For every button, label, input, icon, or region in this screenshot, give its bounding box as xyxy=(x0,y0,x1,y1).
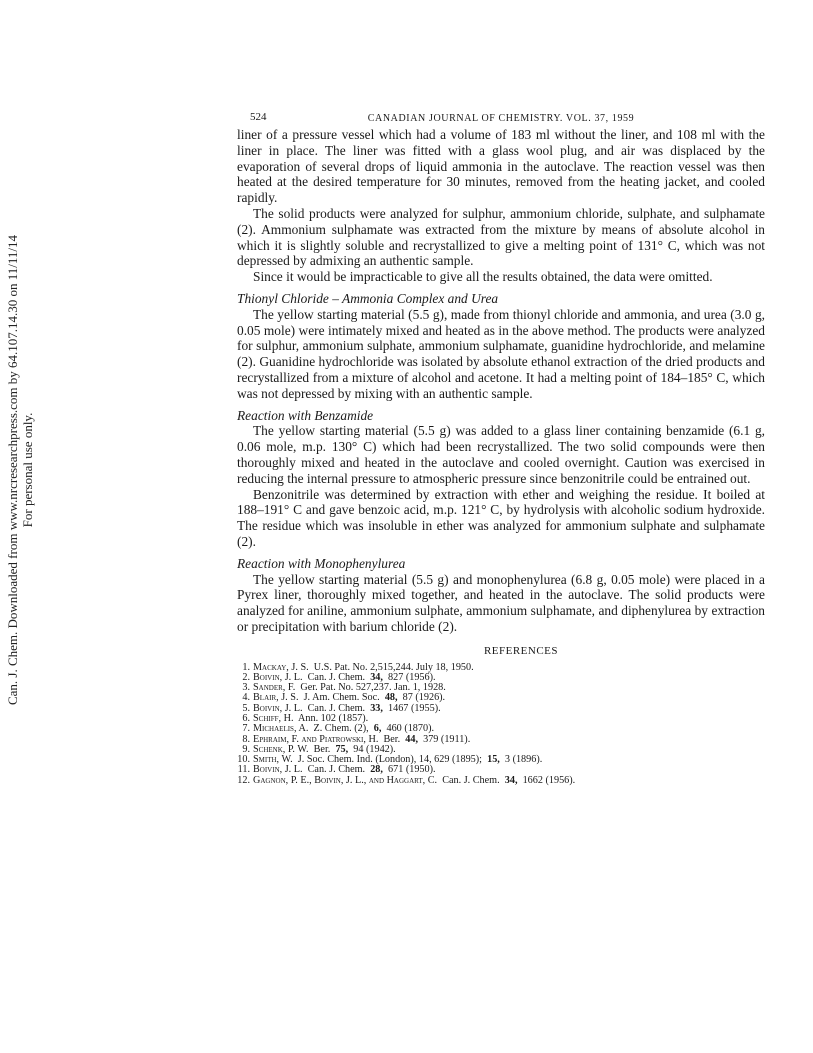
reference-volume: 34, xyxy=(370,671,383,683)
paragraph: Since it would be impracticable to give all the results obtained, the data were omitted. xyxy=(253,269,713,285)
paragraph: The yellow starting material (5.5 g) and monophenylurea (6.8 g, 0.05 mole) were placed in a Pyrex liner, thoroughly mixed together, and heated in the autoclave. The solid products were analyzed for aniline, ammonium sulphate, ammonium sulphamate, and diphenylurea by extraction or precipitation with barium chloride (2). xyxy=(237,571,765,634)
reference-source: Can. J. Chem. xyxy=(442,774,500,786)
reference-pages: 460 (1870). xyxy=(386,723,435,735)
reference-pages: 3 (1896). xyxy=(504,754,543,766)
reference-volume: 48, xyxy=(384,692,398,704)
reference-number: 5. xyxy=(242,702,250,714)
download-notice: Can. J. Chem. Downloaded from www.nrcresearchpress.com by 64.107.14.30 on 11/11/14 xyxy=(5,234,20,706)
download-watermark xyxy=(0,0,40,1053)
reference-pages: 87 (1926). xyxy=(402,692,446,704)
reference-source: U.S. Pat. No. 2,515,244. July 18, 1950. xyxy=(313,661,474,673)
reference-volume: 44, xyxy=(405,733,418,745)
reference-author: Boivin, J. L. xyxy=(253,671,303,683)
reference-source: Can. J. Chem. xyxy=(307,671,366,683)
paragraph: The yellow starting material (5.5 g), made from thionyl chloride and ammonia, and urea (3.0 g, 0.05 mole) were intimately mixed and heated as in the above method. The products were analyzed for sulphur, ammonium sulphate, ammonium sulphamate, guanidine hydrochloride, and melamine (2). Guanidine hydrochloride was isolated by absolute ethanol extraction of the dried products and recrystallized from a mixture of alcohol and acetone. It had a melting point of 184–185° C, which was not depressed by mixing with an authentic sample. xyxy=(237,306,765,401)
reference-source: J. Soc. Chem. Ind. (London), 14, 629 (1895); xyxy=(297,754,482,766)
reference-source: J. Am. Chem. Soc. xyxy=(303,692,380,704)
reference-number: 11. xyxy=(237,764,250,776)
reference-pages: 1467 (1955). xyxy=(388,702,441,714)
reference-item xyxy=(237,776,765,786)
section-heading: Reaction with Benzamide xyxy=(237,407,374,423)
reference-number: 6. xyxy=(242,712,250,724)
paragraph: The yellow starting material (5.5 g) was added to a glass liner containing benzamide (6.1 g, 0.06 mole, m.p. 130° C) which had been recrystallized. The two solid compounds were then thoroughly mixed and heated in the autoclave and cooled overnight. Caution was exercised in reducing the internal pressure to atmospheric pressure since benzonitrile could be entrained out. xyxy=(237,423,765,486)
reference-source: Ber. xyxy=(313,743,331,755)
personal-use-notice: For personal use only. xyxy=(20,412,35,528)
reference-author: Schiff, H. xyxy=(253,712,294,724)
reference-volume: 15, xyxy=(487,754,500,766)
reference-source: Ann. 102 (1857). xyxy=(298,712,369,724)
reference-number: 3. xyxy=(242,682,250,694)
reference-pages: 379 (1911). xyxy=(423,733,471,745)
reference-author: Michaelis, A. xyxy=(253,723,309,735)
reference-source: Can. J. Chem. xyxy=(307,702,366,714)
reference-pages: 827 (1956). xyxy=(388,671,436,683)
section-heading: Thionyl Chloride – Ammonia Complex and Urea xyxy=(237,290,499,306)
reference-author: Gagnon, P. E., Boivin, J. L., and Haggart, C. xyxy=(253,774,438,786)
reference-volume: 6, xyxy=(373,723,382,735)
reference-list xyxy=(237,663,765,787)
reference-number: 9. xyxy=(242,743,250,755)
reference-source: Ger. Pat. No. 527,237. Jan. 1, 1928. xyxy=(300,682,446,694)
reference-number: 12. xyxy=(237,774,250,786)
journal-title: CANADIAN JOURNAL OF CHEMISTRY. VOL. 37, 1959 xyxy=(367,113,635,124)
reference-number: 7. xyxy=(242,723,250,735)
reference-author: Smith, W. xyxy=(253,754,293,766)
reference-volume: 28, xyxy=(370,764,383,776)
reference-author: Schenk, P. W. xyxy=(253,743,309,755)
reference-source: Can. J. Chem. xyxy=(307,764,366,776)
reference-author: Ephraim, F. and Piatrowski, H. xyxy=(253,733,379,745)
reference-pages: 1662 (1956). xyxy=(522,774,576,786)
section-heading: Reaction with Monophenylurea xyxy=(237,555,406,571)
reference-author: Mackay, J. S. xyxy=(253,661,309,673)
reference-number: 4. xyxy=(242,692,250,704)
reference-pages: 94 (1942). xyxy=(353,743,396,755)
reference-volume: 33, xyxy=(370,702,383,714)
reference-author: Boivin, J. L. xyxy=(253,764,303,776)
reference-author: Blair, J. S. xyxy=(253,692,299,704)
reference-number: 2. xyxy=(242,671,250,683)
page-content xyxy=(237,110,765,786)
paragraph: Benzonitrile was determined by extraction with ether and weighing the residue. It boiled at 188–191° C and gave benzoic acid, m.p. 121° C, by hydrolysis with alcoholic sodium hydroxide. The residue which was insoluble in ether was analyzed for ammonium sulphate and sulphamate (2). xyxy=(237,486,765,549)
reference-pages: 671 (1950). xyxy=(388,764,436,776)
running-header xyxy=(237,110,765,126)
reference-volume: 75, xyxy=(335,743,349,755)
reference-source: Z. Chem. (2), xyxy=(313,723,369,735)
references-heading: REFERENCES xyxy=(483,644,559,657)
reference-number: 8. xyxy=(242,733,250,745)
page-number: 524 xyxy=(250,111,267,123)
reference-author: Boivin, J. L. xyxy=(253,702,303,714)
paragraph: The solid products were analyzed for sulphur, ammonium chloride, sulphate, and sulphamate (2). Ammonium sulphamate was extracted from the mixture by means of absolute alcohol in which it is slightly soluble and recrystallized to give a melting point of 131° C, which was not depressed by admixing an authentic sample. xyxy=(237,205,765,269)
reference-source: Ber. xyxy=(383,733,401,745)
reference-number: 1. xyxy=(242,661,250,673)
reference-number: 10. xyxy=(237,754,250,766)
reference-volume: 34, xyxy=(504,774,518,786)
reference-author: Sander, F. xyxy=(253,682,296,694)
paragraph: liner of a pressure vessel which had a volume of 183 ml without the liner, and 108 ml with the liner in place. The liner was fitted with a glass wool plug, and air was displaced by the evaporation of several drops of liquid ammonia in the autoclave. The reaction vessel was then heated at the desired temperature for 30 minutes, removed from the heating jacket, and cooled rapidly. xyxy=(237,127,765,206)
